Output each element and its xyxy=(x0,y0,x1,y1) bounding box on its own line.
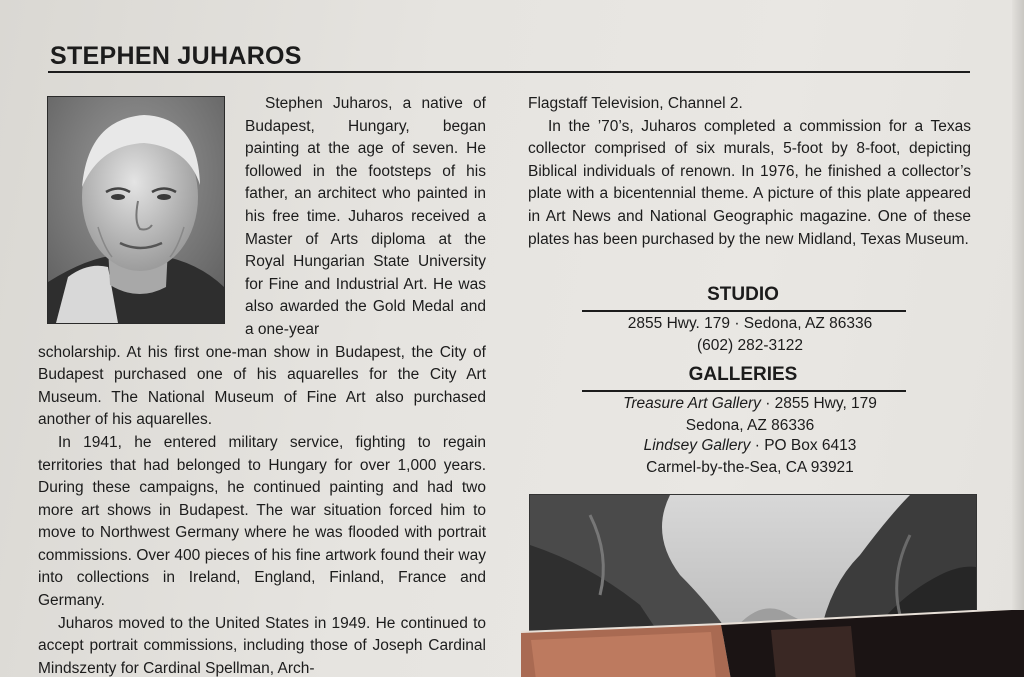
studio-heading: STUDIO xyxy=(707,284,779,305)
intro-paragraph-continued: scholarship. At his first one-man show in Budapest, the City of Budapest purchased one of his aquarelles for the City Art Museum. The National Museum of Fine Art also purchased another of his aquarelles. xyxy=(38,343,486,429)
gallery-1-name: Treasure Art Gallery xyxy=(623,395,761,412)
gallery-1-address: · 2855 Hwy, 179 xyxy=(760,395,877,412)
united-states-paragraph: Juharos moved to the United States in 1949. He continued to accept portrait commissions, including those of Joseph Cardinal Mindszenty for Cardinal Spellman, Arch- xyxy=(38,614,486,677)
studio-address: 2855 Hwy. 179 · Sedona, AZ 86336 xyxy=(627,315,873,332)
gallery-2-name: Lindsey Gallery xyxy=(643,437,751,454)
title-rule xyxy=(48,71,970,73)
galleries-heading: GALLERIES xyxy=(688,364,798,385)
intro-paragraph: Stephen Juharos, a native of Budapest, Hungary, began painting at the age of seven. He followed in the footsteps of his father, an architect who painted in his free time. Juharos received a Master of Arts diploma at the Royal Hungarian State University for Fine and Industrial Art. He was also awarded the Gold Medal and a one-year xyxy=(245,95,486,338)
military-paragraph: In 1941, he entered military service, fighting to regain territories that had belonged to Hungary for over 1,000 years. During these campaigns, he continued painting and had two more art shows in Budapest. The war situation forced him to move to Northwest Germany where he was flooded with portrait commissions. Over 400 pieces of his fine artwork found their way into collections in Ireland, England, Finland, France and Germany. xyxy=(38,433,486,610)
seventies-paragraph: In the ’70’s, Juharos completed a commission for a Texas collector comprised of six murals, 5-foot by 8-foot, depicting Biblical individuals of renown. In 1976, he finished a collector’s plate with a bicentennial theme. A picture of this plate appeared in Art News and National Geographic magazine. One of these plates has been purchased by the new Midland, Texas Museum. xyxy=(528,117,971,248)
gallery-2-line xyxy=(580,435,920,458)
gallery-2-city: Carmel-by-the-Sea, CA 93921 xyxy=(646,459,854,476)
galleries-rule xyxy=(582,390,906,392)
overlapping-print xyxy=(521,610,1024,677)
page-edge xyxy=(1012,0,1024,677)
gallery-1-line xyxy=(580,393,920,416)
right-column xyxy=(528,93,971,251)
studio-rule xyxy=(582,310,906,312)
right-column-lead: Flagstaff Television, Channel 2. xyxy=(528,95,743,112)
article-title: STEPHEN JUHAROS xyxy=(50,42,302,70)
studio-phone: (602) 282-3122 xyxy=(697,337,803,354)
gallery-2-address: · PO Box 6413 xyxy=(750,437,857,454)
gallery-1-city: Sedona, AZ 86336 xyxy=(685,417,815,434)
left-column xyxy=(38,93,486,677)
